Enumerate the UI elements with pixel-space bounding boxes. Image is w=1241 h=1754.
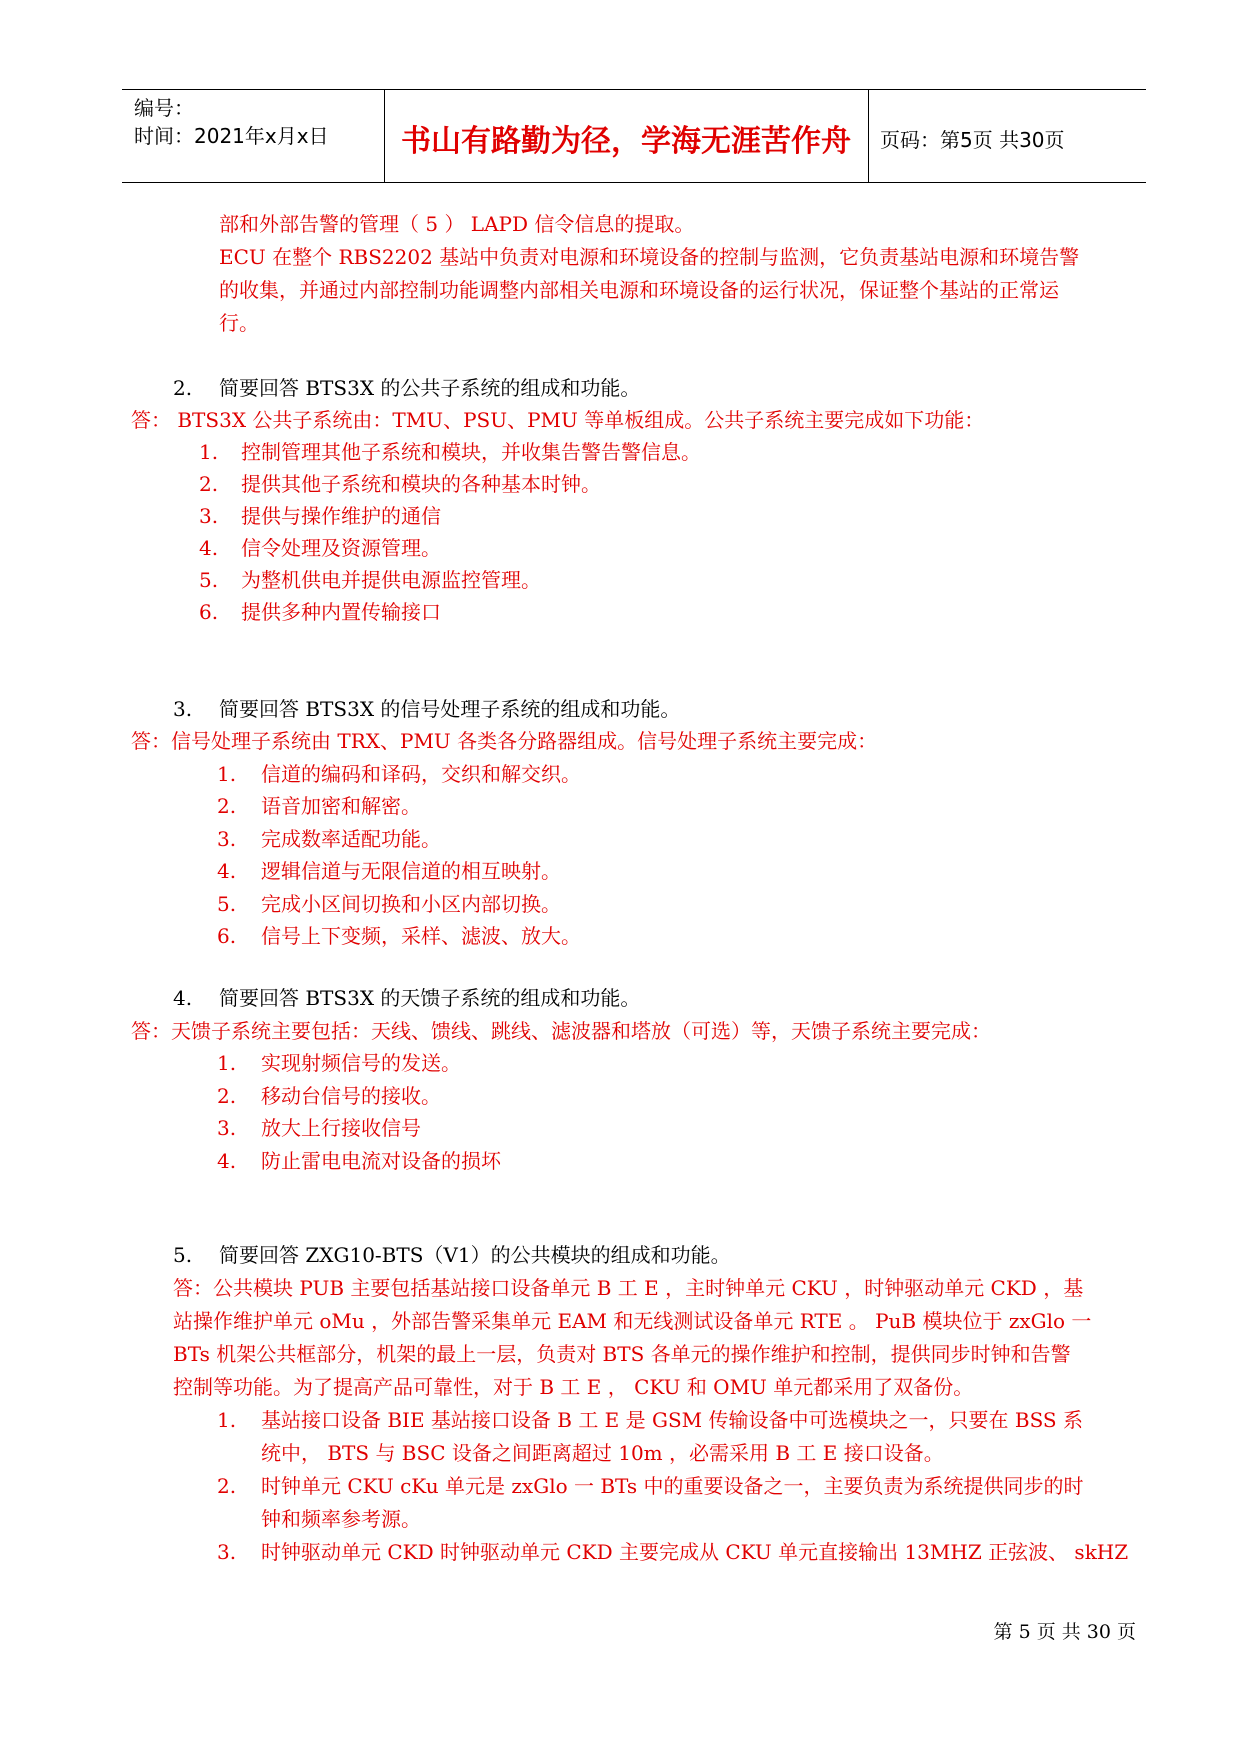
list-item-number: 4. [199,536,219,560]
list-item-number: 2. [217,1474,237,1498]
question-number: 3. [173,697,193,721]
list-item-number: 4. [217,859,237,883]
list-item: 提供与操作维护的通信 [241,504,441,528]
list-item-number: 2. [217,794,237,818]
question-text: 简要回答 BTS3X 的公共子系统的组成和功能。 [219,376,641,400]
answer-text: 答：天馈子系统主要包括：天线、馈线、跳线、滤波器和塔放（可选）等，天馈子系统主要完成： [131,1019,991,1043]
list-item: 提供多种内置传输接口 [241,600,441,624]
intro-line-2: ECU 在整个 RBS2202 基站中负责对电源和环境设备的控制与监测，它负责基站电源和环境告警 [219,245,1080,269]
list-item-number: 3. [199,504,219,528]
list-item-number: 1. [217,1051,237,1075]
list-item-line-1: 时钟单元 CKU cKu 单元是 zxGlo 一 BTs 中的重要设备之一，主要负责为系统提供同步的时 [261,1474,1084,1498]
list-item: 信令处理及资源管理。 [241,536,441,560]
list-item: 提供其他子系统和模块的各种基本时钟。 [241,472,601,496]
list-item: 实现射频信号的发送。 [261,1051,461,1075]
list-item: 完成小区间切换和小区内部切换。 [261,892,561,916]
list-item: 逻辑信道与无限信道的相互映射。 [261,859,561,883]
list-item: 防止雷电电流对设备的损坏 [261,1149,501,1173]
list-item-number: 1. [199,440,219,464]
answer-line-1: 答：公共模块 PUB 主要包括基站接口设备单元 B 工 E ，主时钟单元 CKU ，时钟驱动单元 CKD ，基 [173,1276,1084,1300]
list-item-number: 6. [199,600,219,624]
list-item-line-1: 时钟驱动单元 CKD 时钟驱动单元 CKD 主要完成从 CKU 单元直接输出 13MHZ 正弦波、 skHZ [261,1540,1129,1564]
list-item: 语音加密和解密。 [261,794,421,818]
header-info-cell [122,90,385,182]
list-item: 信道的编码和译码，交织和解交织。 [261,762,581,786]
header-page-cell [868,90,1146,182]
document-time-label: 时间：2021年x月x日 [134,124,329,148]
list-item-number: 1. [217,1408,237,1432]
list-item-number: 6. [217,924,237,948]
list-item: 移动台信号的接收。 [261,1084,441,1108]
page-header [122,89,1146,183]
list-item-number: 5. [217,892,237,916]
list-item-number: 1. [217,762,237,786]
answer-line-4: 控制等功能。为了提高产品可靠性，对于 B 工 E ， CKU 和 OMU 单元都采用了双备份。 [173,1375,974,1399]
question-number: 5. [173,1243,193,1267]
question-text: 简要回答 BTS3X 的天馈子系统的组成和功能。 [219,986,641,1010]
list-item-number: 4. [217,1149,237,1173]
list-item: 控制管理其他子系统和模块，并收集告警告警信息。 [241,440,701,464]
list-item-number: 3. [217,1540,237,1564]
list-item: 完成数率适配功能。 [261,827,441,851]
list-item: 信号上下变频，采样、滤波、放大。 [261,924,581,948]
list-item-line-2: 统中， BTS 与 BSC 设备之间距离超过 10m ，必需采用 B 工 E 接口设备。 [261,1441,944,1465]
answer-text: 答： BTS3X 公共子系统由：TMU、PSU、PMU 等单板组成。公共子系统主要完成如下功能： [131,408,985,432]
list-item-number: 3. [217,827,237,851]
answer-line-3: BTs 机架公共框部分，机架的最上一层，负责对 BTS 各单元的操作维护和控制，提供同步时钟和告警 [173,1342,1071,1366]
question-number: 4. [173,986,193,1010]
intro-line-3: 的收集，并通过内部控制功能调整内部相关电源和环境设备的运行状况，保证整个基站的正常运 [219,278,1059,302]
header-page-label: 页码：第5页 共30页 [880,128,1065,152]
document-number-label: 编号： [134,96,194,120]
list-item-number: 2. [199,472,219,496]
list-item: 为整机供电并提供电源监控管理。 [241,568,541,592]
list-item-line-2: 钟和频率参考源。 [261,1507,421,1531]
page-footer: 第 5 页 共 30 页 [993,1621,1136,1643]
list-item-number: 3. [217,1116,237,1140]
list-item-number: 5. [199,568,219,592]
intro-line-4: 行。 [219,311,259,335]
intro-line-1: 部和外部告警的管理（ 5 ） LAPD 信令信息的提取。 [219,212,695,236]
header-motto-cell [384,90,869,182]
question-text: 简要回答 ZXG10-BTS（V1）的公共模块的组成和功能。 [219,1243,731,1267]
list-item-line-1: 基站接口设备 BIE 基站接口设备 B 工 E 是 GSM 传输设备中可选模块之一，只要在 BSS 系 [261,1408,1083,1432]
answer-text: 答：信号处理子系统由 TRX、PMU 各类各分路器组成。信号处理子系统主要完成： [131,729,878,753]
header-motto: 书山有路勤为径，学海无涯苦作舟 [401,124,851,159]
list-item: 放大上行接收信号 [261,1116,421,1140]
question-text: 简要回答 BTS3X 的信号处理子系统的组成和功能。 [219,697,681,721]
question-number: 2. [173,376,193,400]
list-item-number: 2. [217,1084,237,1108]
answer-line-2: 站操作维护单元 oMu ，外部告警采集单元 EAM 和无线测试设备单元 RTE 。 PuB 模块位于 zxGlo 一 [173,1309,1092,1333]
